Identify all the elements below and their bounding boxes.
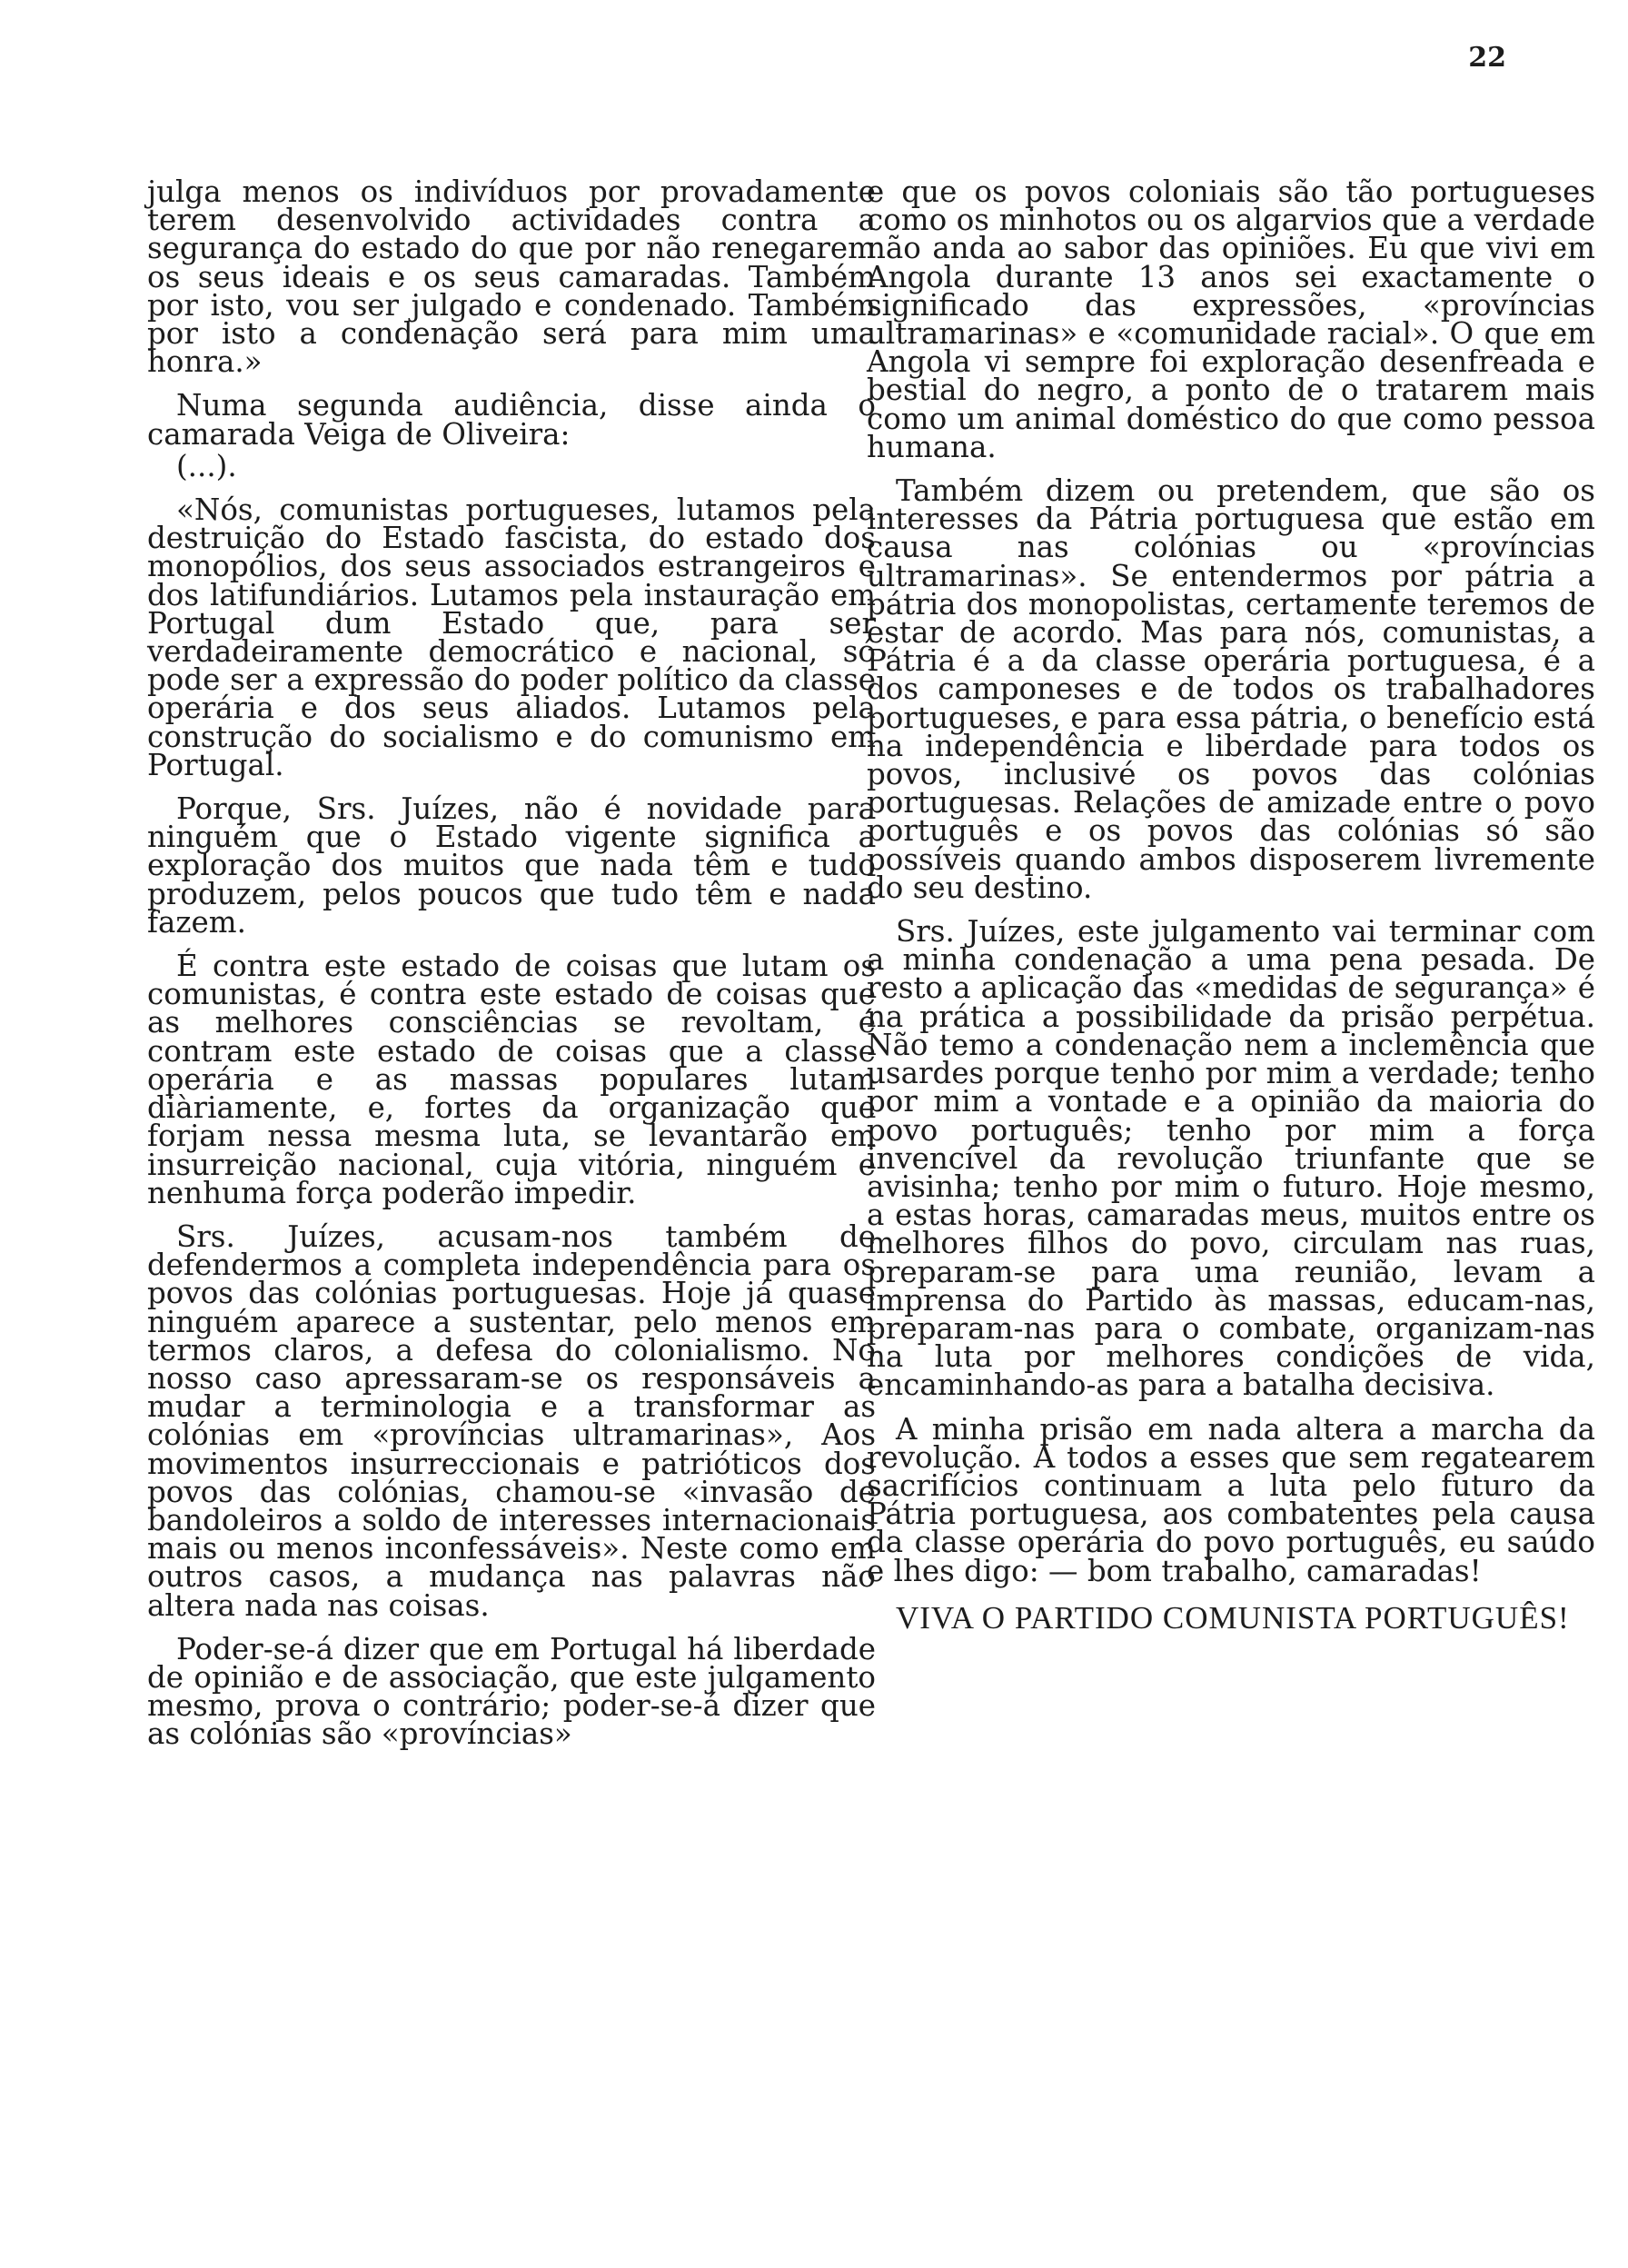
paragraph: É contra este estado de coisas que lutam os comunistas, é contra este estado de coisas que as melhores consciências se revoltam, é contram este estado de coisas que a classe operária e as massas populares lutam diàriamente, e, fortes da organização que forjam nessa mesma luta, se levantarão em insurreição nacional, cuja vitória, ninguém e nenhuma força poderão impedir. [147,949,876,1210]
paragraph: e que os povos coloniais são tão portugueses como os minhotos ou os algarvios que a verdade não anda ao sabor das opiniões. Eu que vivi em Angola durante 13 anos sei exactamente o significado das expressões, «províncias ultramarinas» e «comunidade racial». O que em Angola vi sempre foi exploração desenfreada e bestial do negro, a ponto de o tratarem mais como um animal doméstico do que como pessoa humana. [867,174,1595,464]
paragraph: Também dizem ou pretendem, que são os interesses da Pátria portuguesa que estão em causa nas colónias ou «províncias ultramarinas». Se entendermos por pátria a pátria dos monopolistas, certamente teremos de estar de acordo. Mas para nós, comunistas, a Pátria é a da classe operária portuguesa, é a dos camponeses e de todos os trabalhadores portugueses, e para essa pátria, o benefício está na independência e liberdade para todos os povos, inclusivé os povos das colónias portuguesas. Relações de amizade entre o povo português e os povos das colónias só são possíveis quando ambos disposerem livremente do seu destino. [867,473,1595,905]
left-column [147,174,876,1752]
paragraph: Srs. Juízes, este julgamento vai terminar com a minha condenação a uma pena pesada. De resto a aplicação das «medidas de segurança» é na prática a possibilidade da prisão perpétua. Não temo a condenação nem a inclemência que usardes porque tenho por mim a verdade; tenho por mim a vontade e a opinião da maioria do povo português; tenho por mim a força invencível da revolução triunfante que se avisinha; tenho por mim o futuro. Hoje mesmo, a estas horas, camaradas meus, muitos entre os melhores filhos do povo, circulam nas ruas, preparam-se para uma reunião, levam a imprensa do Partido às massas, educam-nas, preparam-nas para o combate, organizam-nas na luta por melhores condições de vida, encaminhando-as para a batalha decisiva. [867,914,1595,1403]
paragraph: Numa segunda audiência, disse ainda o camarada Veiga de Oliveira: [147,388,876,452]
paragraph: «Nós, comunistas portugueses, lutamos pela destruição do Estado fascista, do estado dos monopólios, dos seus associados estrangeiros e dos latifundiários. Lutamos pela instauração em Portugal dum Estado que, para ser verdadeiramente democrático e nacional, só pode ser a expressão do poder político da classe operária e dos seus aliados. Lutamos pela construção do socialismo e do comunismo em Portugal. [147,492,876,782]
paragraph: julga menos os indivíduos por provadamente terem desenvolvido actividades contra a segurança do estado do que por não renegarem os seus ideais e os seus camaradas. Também por isto, vou ser julgado e condenado. Também por isto a condenação será para mim uma honra.» [147,174,876,380]
paragraph: (...). [176,448,237,483]
closing-line: VIVA O PARTIDO COMUNISTA PORTUGUÊS! [896,1599,1570,1636]
paragraph: Srs. Juízes, acusam-nos também de defendermos a completa independência para os povos das colónias portuguesas. Hoje já quase ninguém aparece a sustentar, pelo menos em termos claros, a defesa do colonialismo. No nosso caso apressaram-se os responsáveis a mudar a terminologia e a transformar as colónias em «províncias ultramarinas», Aos movimentos insurreccionais e patrióticos dos povos das colónias, chamou-se «invasão de bandoleiros a soldo de interesses internacionais mais ou menos inconfessáveis». Neste como em outros casos, a mudança nas palavras não altera nada nas coisas. [147,1219,876,1623]
paragraph: Porque, Srs. Juízes, não é novidade para ninguém que o Estado vigente significa a exploração dos muitos que nada têm e tudo produzem, pelos poucos que tudo têm e nada fazem. [147,791,876,940]
paragraph: Poder-se-á dizer que em Portugal há liberdade de opinião e de associação, que este julgamento mesmo, prova o contrário; poder-se-á dizer que as colónias são «províncias» [147,1631,876,1752]
right-column [867,174,1595,1636]
page-number: 22 [1468,42,1506,74]
paragraph: A minha prisão em nada altera a marcha da revolução. A todos a esses que sem regatearem sacrifícios continuam a luta pelo futuro da Pátria portuguesa, aos combatentes pela causa da classe operária do povo português, eu saúdo e lhes digo: — bom trabalho, camaradas! [867,1411,1595,1588]
